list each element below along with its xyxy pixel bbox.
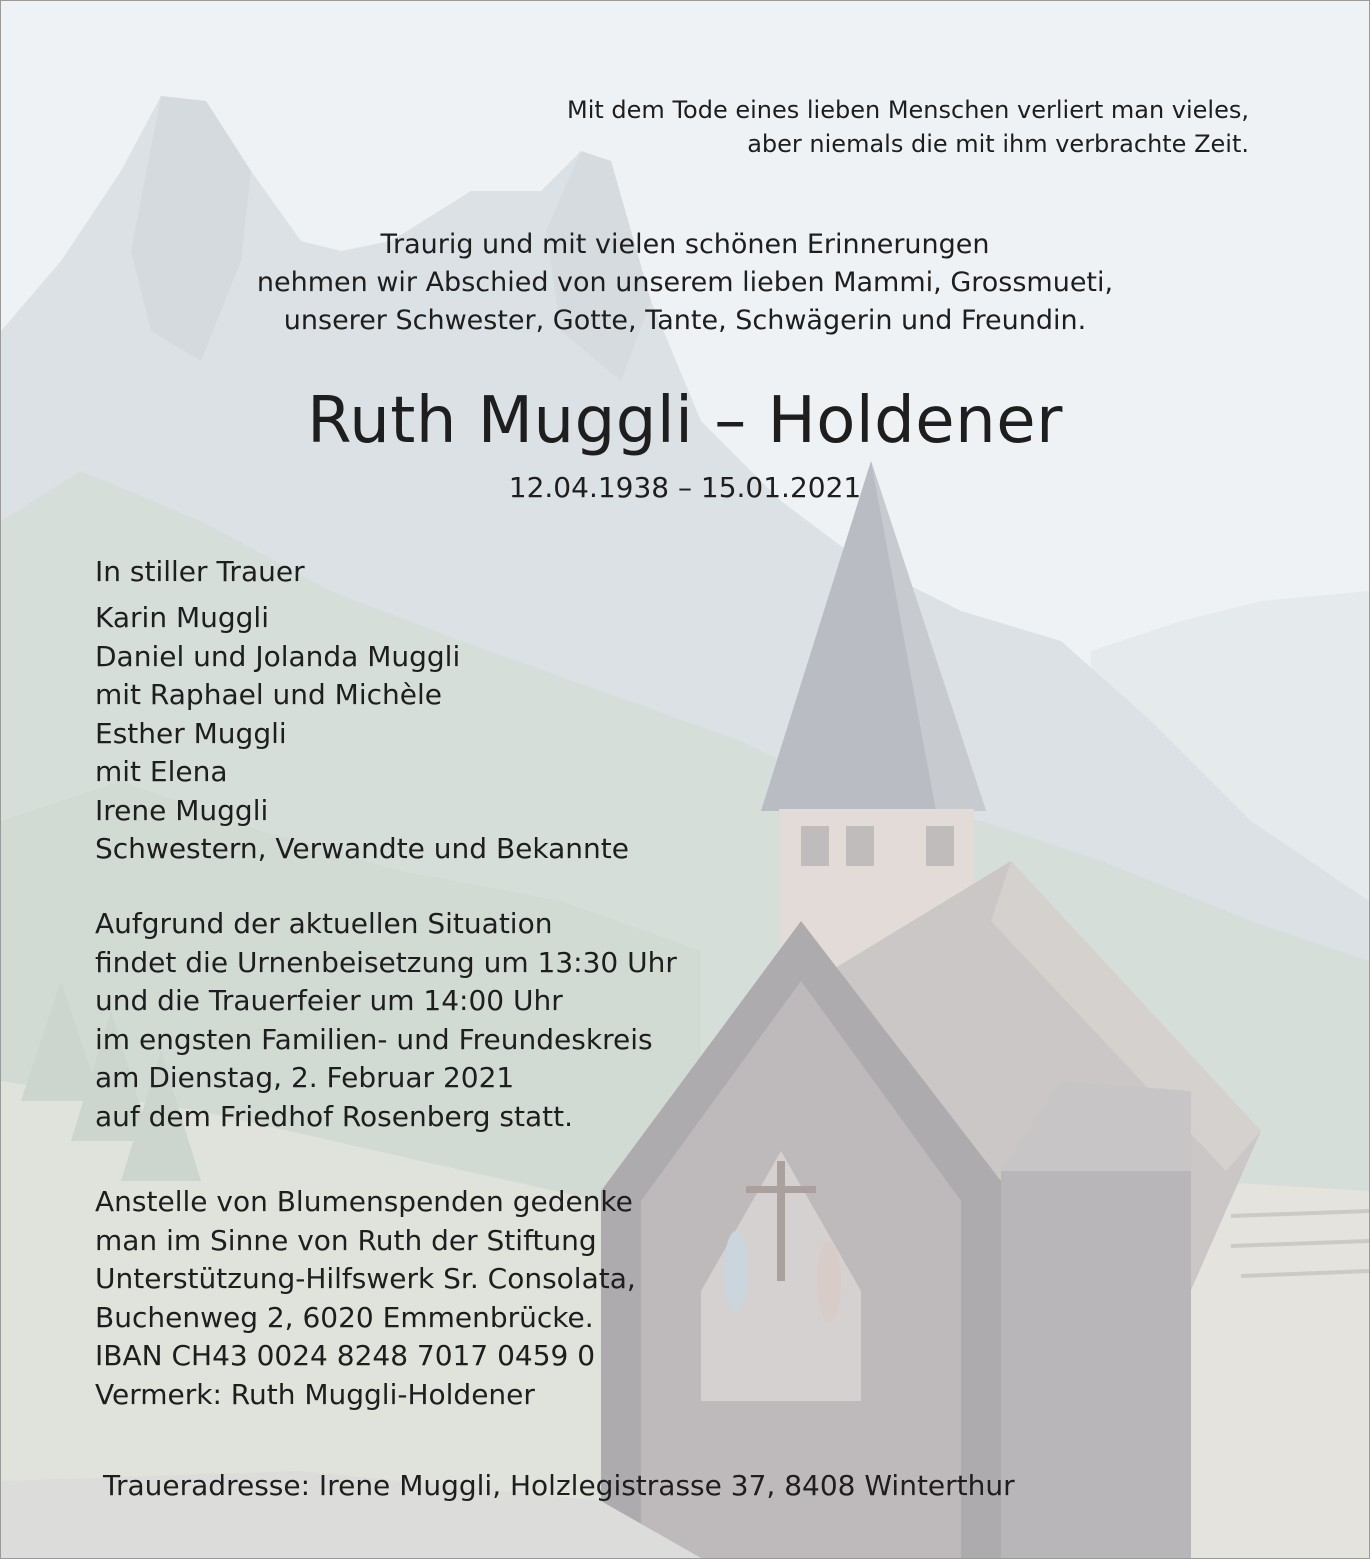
ceremony-info bbox=[95, 905, 677, 1136]
mourners-list bbox=[95, 599, 629, 869]
donation-line: Anstelle von Blumenspenden gedenke bbox=[95, 1185, 633, 1218]
ceremony-line: findet die Urnenbeisetzung um 13:30 Uhr bbox=[95, 945, 677, 979]
mourner-line: Irene Muggli bbox=[95, 793, 269, 827]
quote-line: aber niemals die mit ihm verbrachte Zeit. bbox=[747, 130, 1249, 158]
intro-line: Traurig und mit vielen schönen Erinnerungen bbox=[380, 229, 990, 260]
mourning-address: Traueradresse: Irene Muggli, Holzlegistrasse 37, 8408 Winterthur bbox=[103, 1469, 1015, 1502]
intro-text bbox=[1, 226, 1369, 340]
ceremony-line: Aufgrund der aktuellen Situation bbox=[95, 907, 553, 940]
quote-line: Mit dem Tode eines lieben Menschen verliert man vieles, bbox=[567, 96, 1249, 124]
quote bbox=[567, 93, 1249, 161]
mourner-line: Daniel und Jolanda Muggli bbox=[95, 639, 461, 673]
donation-line: man im Sinne von Ruth der Stiftung bbox=[95, 1223, 597, 1257]
donation-info bbox=[95, 1183, 636, 1414]
ceremony-line: im engsten Familien- und Freundeskreis bbox=[95, 1022, 653, 1056]
donation-line: IBAN CH43 0024 8248 7017 0459 0 bbox=[95, 1339, 596, 1372]
mourner-line: Schwestern, Verwandte und Bekannte bbox=[95, 832, 629, 865]
ceremony-line: und die Trauerfeier um 14:00 Uhr bbox=[95, 984, 563, 1017]
life-dates: 12.04.1938 – 15.01.2021 bbox=[508, 471, 862, 504]
ceremony-line: am Dienstag, 2. Februar 2021 bbox=[95, 1061, 515, 1094]
mourner-line: mit Raphael und Michèle bbox=[95, 678, 442, 711]
mourner-line: Esther Muggli bbox=[95, 716, 287, 750]
donation-line: Vermerk: Ruth Muggli-Holdener bbox=[95, 1377, 535, 1411]
donation-line: Buchenweg 2, 6020 Emmenbrücke. bbox=[95, 1300, 594, 1334]
mourner-line: Karin Muggli bbox=[95, 601, 269, 634]
deceased-name: Ruth Muggli – Holdener bbox=[307, 384, 1063, 458]
intro-line: unserer Schwester, Gotte, Tante, Schwägerin und Freundin. bbox=[283, 305, 1087, 336]
mourning-label: In stiller Trauer bbox=[95, 555, 305, 588]
donation-line: Unterstützung-Hilfswerk Sr. Consolata, bbox=[95, 1262, 636, 1295]
mourner-line: mit Elena bbox=[95, 755, 228, 788]
intro-line: nehmen wir Abschied von unserem lieben Mammi, Grossmueti, bbox=[256, 267, 1114, 298]
ceremony-line: auf dem Friedhof Rosenberg statt. bbox=[95, 1099, 573, 1133]
